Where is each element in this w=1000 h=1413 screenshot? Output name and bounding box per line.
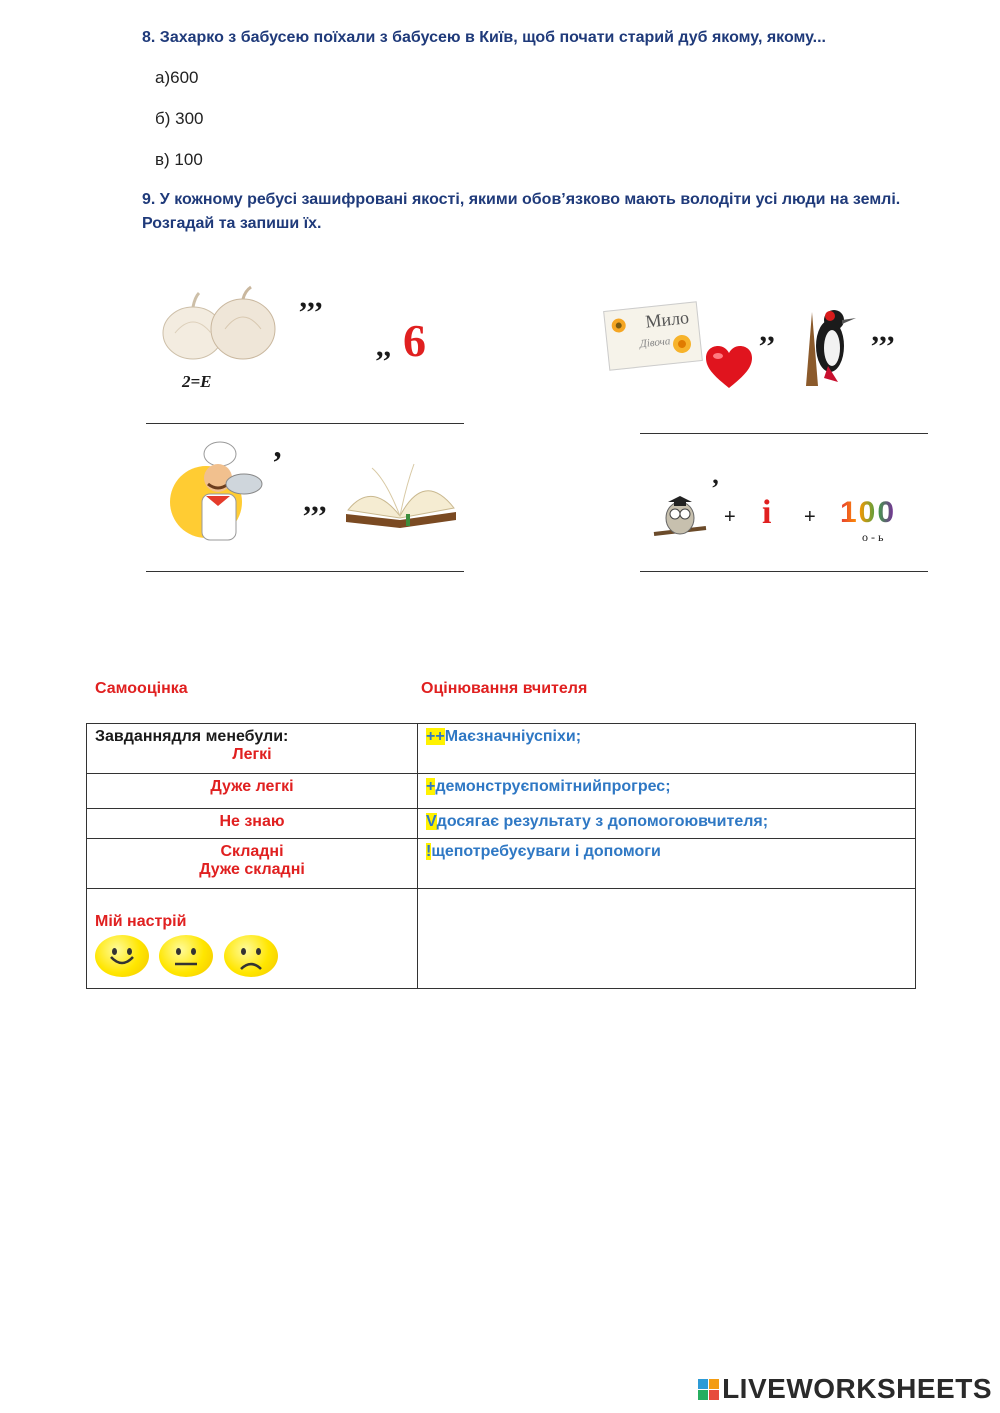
table-cell xyxy=(418,889,916,989)
question-9-instruction: Розгадай та запиши їх. xyxy=(142,215,322,232)
happy-face-icon[interactable] xyxy=(95,935,149,977)
soap-subtitle: Дівоча xyxy=(639,335,671,351)
option-b[interactable]: б) 300 xyxy=(155,109,204,128)
table-cell xyxy=(87,774,418,809)
table-cell xyxy=(87,809,418,839)
mood-label: Мій настрій xyxy=(95,913,187,930)
woodpecker-icon xyxy=(798,302,860,388)
logo-blocks-icon xyxy=(698,1379,719,1400)
table-cell xyxy=(87,724,418,774)
tasks-heading: Завданнядля менебули: xyxy=(95,728,289,745)
flower-icon xyxy=(669,331,695,357)
plus-sign-2: + xyxy=(804,506,816,528)
six-digit: 6 xyxy=(403,315,426,366)
heart-icon xyxy=(704,344,754,390)
book-icon xyxy=(342,460,460,528)
table-cell xyxy=(418,724,916,774)
teacher-note-4: щепотребуєуваги і допомоги xyxy=(431,843,661,860)
book-commas: ’’’ xyxy=(302,500,328,533)
option-c[interactable]: в) 100 xyxy=(155,150,203,169)
option-dont-know[interactable]: Не знаю xyxy=(219,813,285,830)
soap-image xyxy=(603,301,703,370)
table-cell xyxy=(87,889,418,989)
chef-comma: ’ xyxy=(272,444,283,480)
teacher-note-2: демонструєпомітнийпрогрес; xyxy=(435,778,671,795)
option-a[interactable]: а)600 xyxy=(155,68,199,87)
garlic-note: 2=Е xyxy=(182,372,212,391)
assessment-table xyxy=(86,723,916,989)
plus-sign-1: + xyxy=(724,506,736,528)
flower-icon xyxy=(609,316,629,336)
option-very-easy[interactable]: Дуже легкі xyxy=(210,778,294,795)
option-very-hard[interactable]: Дуже складні xyxy=(199,861,305,878)
teacher-note-1: Маєзначніуспіхи; xyxy=(444,728,582,745)
logo-text: LIVEWORKSHEETS xyxy=(722,1373,992,1404)
woodpecker-commas: ’’’ xyxy=(870,330,896,363)
option-easy[interactable]: Легкі xyxy=(232,746,272,763)
teacher-assessment-title: Оцінювання вчителя xyxy=(421,680,588,697)
question-8-text: 8. Захарко з бабусею поїхали з бабусею в Київ, щоб почати старий дуб якому, якому... xyxy=(142,29,826,46)
hundred-text: 100 xyxy=(840,496,897,529)
neutral-face-icon[interactable] xyxy=(159,935,213,977)
table-row xyxy=(87,724,916,774)
question-9-text: 9. У кожному ребусі зашифровані якості, якими обов’язково мають володіти усі люди на землі. xyxy=(142,191,901,208)
mark-plus: + xyxy=(426,778,436,795)
garlic-commas: ’’’ xyxy=(298,296,324,329)
option-hard[interactable]: Складні xyxy=(220,843,284,860)
six-commas: ,, xyxy=(376,330,391,363)
garlic-image xyxy=(155,285,285,370)
table-cell xyxy=(87,839,418,889)
mood-faces xyxy=(95,935,409,982)
owl-icon xyxy=(652,490,708,540)
chef-icon xyxy=(168,440,268,548)
heart-commas: ’’ xyxy=(758,330,776,363)
mark-exclamation: ! xyxy=(426,843,432,860)
mark-double-plus: ++ xyxy=(426,728,445,745)
table-row xyxy=(87,839,916,889)
table-row xyxy=(87,774,916,809)
hundred-subscript: о - ь xyxy=(862,530,884,544)
liveworksheets-logo xyxy=(698,1373,992,1405)
table-cell xyxy=(418,809,916,839)
table-cell xyxy=(418,774,916,809)
mark-v: V xyxy=(426,813,437,830)
answer-line-3[interactable] xyxy=(146,570,464,572)
table-row xyxy=(87,809,916,839)
letter-i: і xyxy=(762,494,772,531)
table-row xyxy=(87,889,916,989)
soap-brand: Мило xyxy=(644,307,690,332)
owl-comma: ’ xyxy=(711,474,720,503)
answer-line-4[interactable] xyxy=(640,570,928,572)
answer-line-1[interactable] xyxy=(146,422,464,424)
teacher-note-3: досягає результату з допомогоювчителя; xyxy=(436,813,769,830)
sad-face-icon[interactable] xyxy=(224,935,278,977)
table-cell xyxy=(418,839,916,889)
self-assessment-title: Самооцінка xyxy=(95,680,188,697)
answer-line-2[interactable] xyxy=(640,432,928,434)
